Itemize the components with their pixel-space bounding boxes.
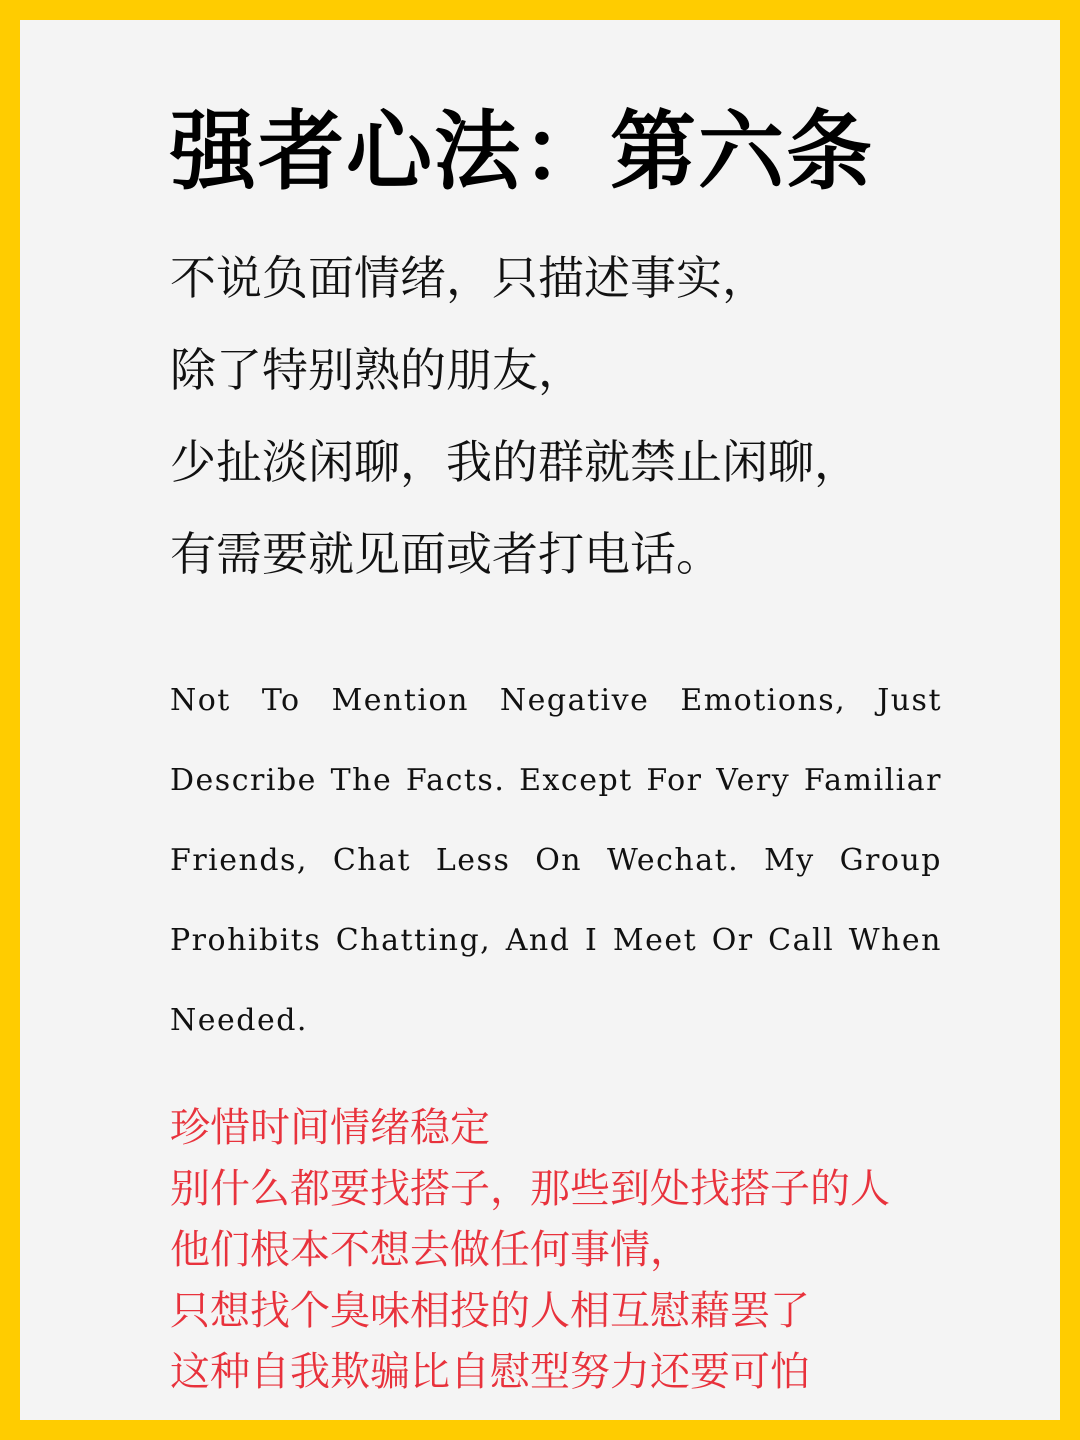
chinese-line: 不说负面情绪，只描述事实， [170,251,768,305]
highlight-line: 只想找个臭味相投的人相互慰藉罢了 [170,1288,810,1334]
highlight-line: 别什么都要找搭子，那些到处找搭子的人 [170,1166,890,1212]
highlight-text-block [170,1098,890,1403]
chinese-line: 少扯淡闲聊，我的群就禁止闲聊， [170,435,860,489]
chinese-line: 有需要就见面或者打电话。 [170,527,722,581]
highlight-line: 这种自我欺骗比自慰型努力还要可怕 [170,1349,810,1395]
content-card [20,20,1060,1420]
highlight-line: 他们根本不想去做任何事情， [170,1227,690,1273]
chinese-line: 除了特别熟的朋友， [170,343,584,397]
page-title: 强者心法：第六条 [170,102,874,202]
english-translation: Not To Mention Negative Emotions, Just Describe The Facts. Except For Very Familiar Friends, Chat Less On Wechat. My Group Prohibits Chatting, And I Meet Or Call When Needed. [170,683,942,1038]
highlight-line: 珍惜时间情绪稳定 [170,1105,490,1151]
chinese-text-block [170,232,860,600]
